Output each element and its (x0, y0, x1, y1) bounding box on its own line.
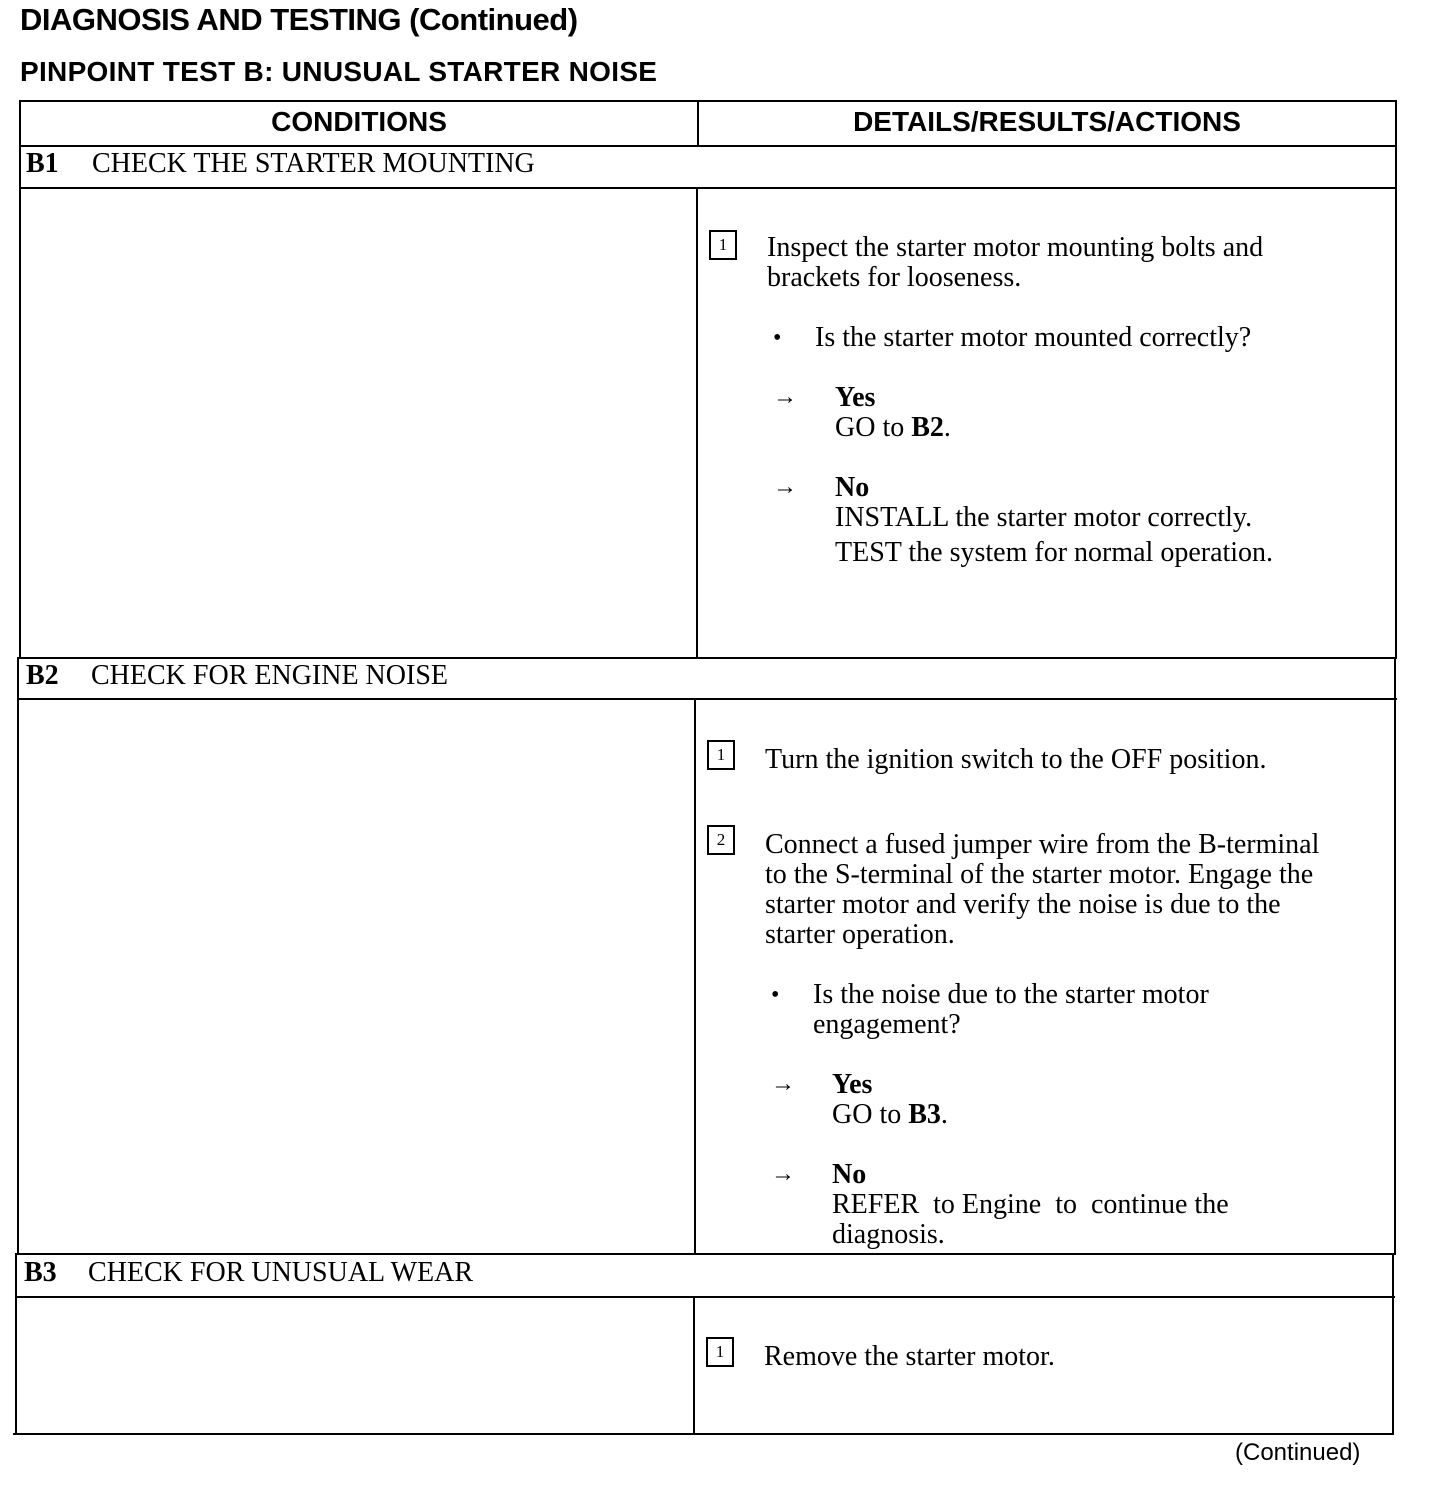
section-title: CHECK THE STARTER MOUNTING (92, 148, 535, 179)
step-text: Turn the ignition switch to the OFF position. (765, 744, 1267, 775)
step-text: Remove the starter motor. (764, 1341, 1055, 1372)
result-yes: Yes GO to B2. (835, 382, 951, 443)
bullet-icon: • (773, 325, 782, 351)
step-number-box: 1 (709, 230, 737, 260)
section-title: CHECK FOR ENGINE NOISE (91, 660, 448, 691)
page-subtitle: PINPOINT TEST B: UNUSUAL STARTER NOISE (20, 56, 658, 87)
step-text: Connect a fused jumper wire from the B-terminal to the S-terminal of the starter motor. Engage the starter motor and verify the noise is due to the starter operation. (765, 829, 1320, 950)
arrow-right-icon: → (771, 1161, 795, 1187)
continued-note: (Continued) (1235, 1439, 1361, 1466)
section-code: B2 (26, 660, 59, 691)
question-text: Is the starter motor mounted correctly? (815, 322, 1252, 353)
section-heading-b2 (26, 660, 448, 692)
arrow-right-icon: → (771, 1071, 795, 1097)
arrow-right-icon: → (773, 384, 797, 410)
step-number-box: 1 (707, 740, 735, 770)
result-yes: Yes GO to B3. (832, 1069, 948, 1130)
section-code: B1 (26, 148, 59, 179)
step-text: Inspect the starter motor mounting bolts and brackets for looseness. (767, 232, 1264, 293)
column-header-conditions: CONDITIONS (271, 106, 447, 137)
arrow-right-icon: → (773, 474, 797, 500)
section-heading-b1 (26, 148, 535, 180)
page-title: DIAGNOSIS AND TESTING (Continued) (20, 2, 578, 37)
bullet-icon: • (771, 982, 780, 1008)
section-code: B3 (24, 1257, 57, 1288)
section-title: CHECK FOR UNUSUAL WEAR (88, 1257, 474, 1288)
question-text: Is the noise due to the starter motor engagement? (813, 979, 1209, 1040)
result-no: No REFER to Engine to continue the diagnosis. (832, 1159, 1229, 1250)
step-number-box: 2 (707, 825, 735, 855)
column-header-details: DETAILS/RESULTS/ACTIONS (853, 106, 1241, 137)
section-heading-b3 (24, 1257, 473, 1289)
result-no: No INSTALL the starter motor correctly. TEST the system for normal operation. (835, 472, 1274, 568)
step-number-box: 1 (706, 1337, 734, 1367)
